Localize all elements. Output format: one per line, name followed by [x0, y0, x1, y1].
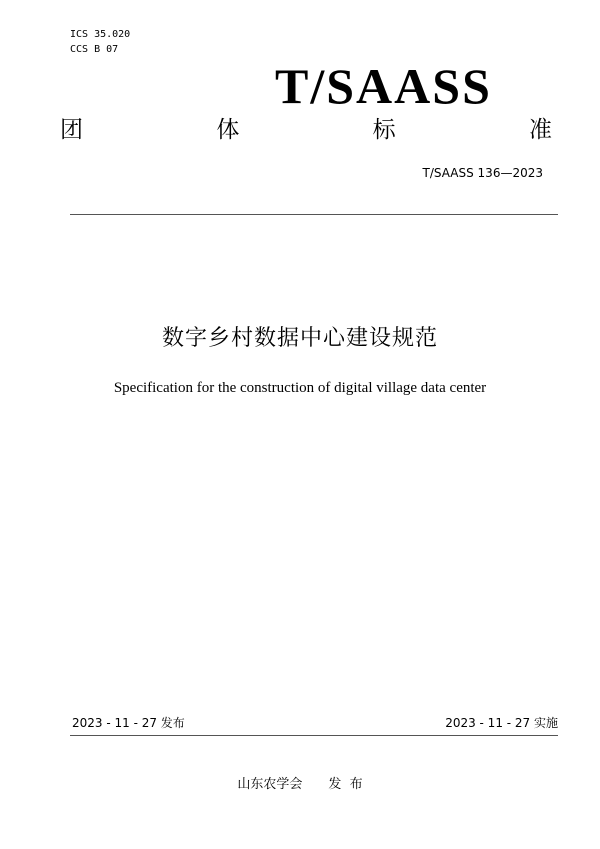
- ics-code: ICS 35.020: [70, 29, 131, 40]
- ccs-code: CCS B 07: [70, 44, 119, 55]
- issuer-action: 发 布: [328, 777, 363, 792]
- title-english: Specification for the construction of digital village data center: [113, 380, 487, 396]
- top-divider: [70, 214, 558, 215]
- issuer-line: [0, 775, 600, 795]
- issuer-org: 山东农学会: [237, 777, 303, 792]
- implement-date: 2023 - 11 - 27 实施: [445, 716, 558, 730]
- standard-type-heading: [60, 110, 552, 150]
- standard-type-char: 团: [60, 117, 83, 143]
- classification-codes: [70, 27, 130, 57]
- bottom-divider: [70, 735, 558, 736]
- publish-date: 2023 - 11 - 27 发布: [72, 716, 185, 730]
- standard-type-char: 标: [372, 117, 396, 143]
- title-chinese: 数字乡村数据中心建设规范: [161, 326, 438, 351]
- standard-type-char: 准: [528, 117, 552, 143]
- standard-number: T/SAASS 136—2023: [422, 166, 543, 180]
- standard-logo: T/SAASS: [275, 58, 492, 114]
- standard-type-char: 体: [216, 117, 240, 143]
